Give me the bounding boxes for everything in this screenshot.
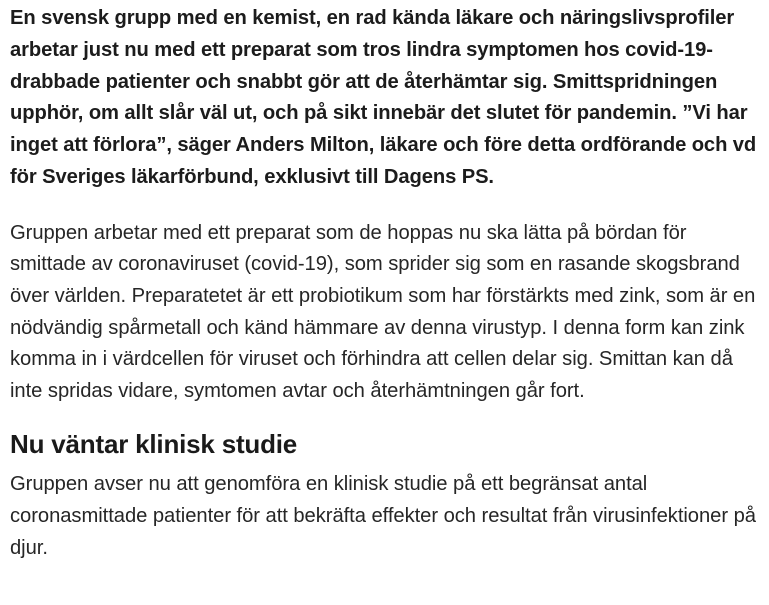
article-paragraph: Gruppen arbetar med ett preparat som de hoppas nu ska lätta på bördan för smittade av coronaviruset (covid-19), som sprider sig som en rasande skogsbrand över världen. Preparatetet är ett probiotikum som har förstärkts med zink, som är en nödvändig spårmetall och känd hämmare av denna virustyp. I denna form kan zink komma in i värdcellen för viruset och förhindra att cellen delar sig. Smittan kan då inte spridas vidare, symtomen avtar och återhämtningen går fort. bbox=[10, 221, 756, 402]
section-heading: Nu väntar klinisk studie bbox=[10, 429, 298, 460]
article-lead: En svensk grupp med en kemist, en rad kända läkare och näringslivsprofiler arbetar just nu med ett preparat som tros lindra symptomen hos covid-19-drabbade patienter och snabbt gör att de återhämtar sig. Smittspridningen upphör, om allt slår väl ut, och på sikt innebär det slutet för pandemin. ”Vi har inget att förlora”, säger Anders Milton, läkare och före detta ordförande och vd för Sveriges läkarförbund, exklusivt till Dagens PS. bbox=[10, 7, 757, 188]
article-paragraph: Gruppen avser nu att genomföra en klinisk studie på ett begränsat antal coronasmittade patienter för att bekräfta effekter och resultat från virusinfektioner på djur. bbox=[10, 473, 756, 559]
article-body bbox=[10, 3, 762, 564]
